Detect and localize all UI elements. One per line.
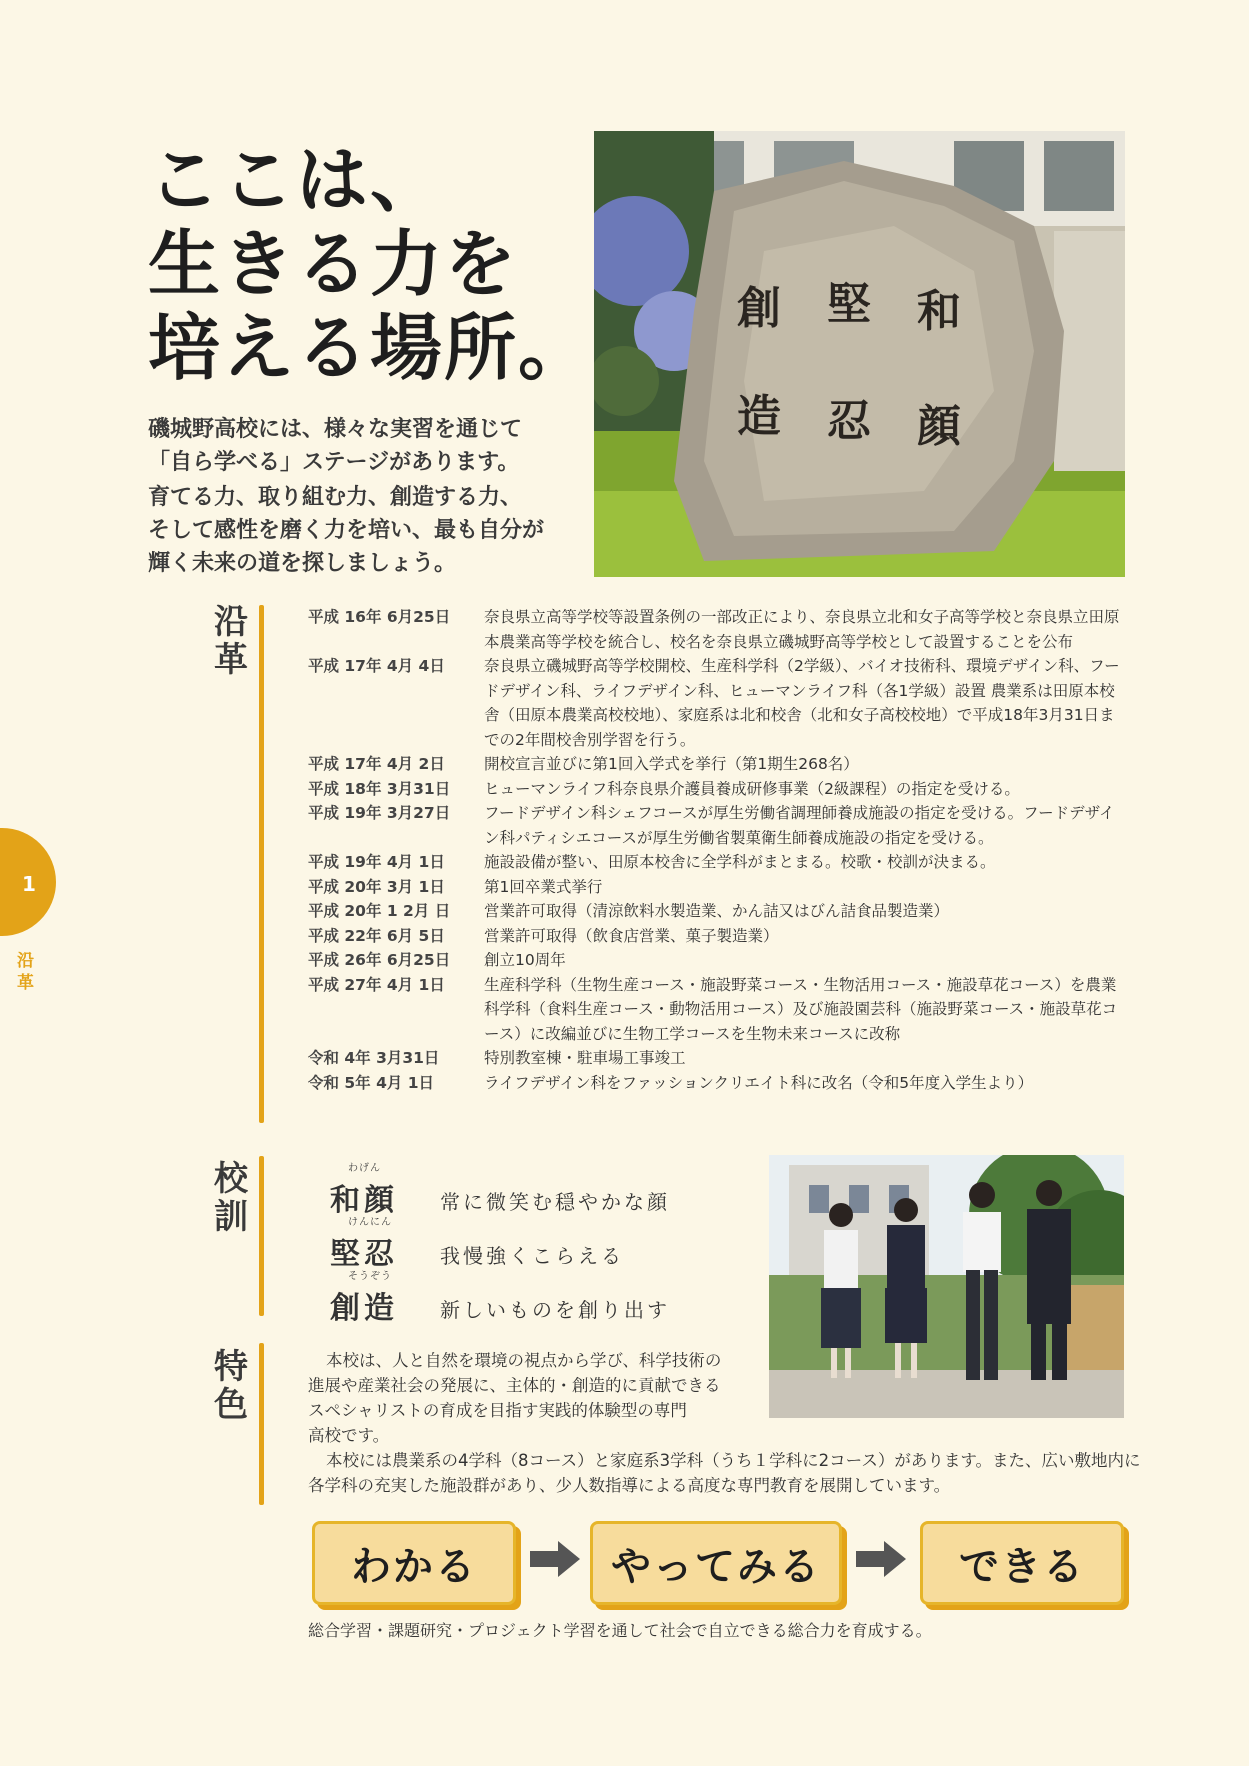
- motto-row: [330, 1165, 730, 1219]
- features-line: 本校には農業系の4学科（8コース）と家庭系3学科（うち１学科に2コース）があります。また、広い敷地内に: [326, 1451, 1141, 1470]
- history-date: 平成 17年 4月 4日: [308, 657, 445, 675]
- history-row: [308, 875, 1130, 900]
- history-text: フードデザイン科シェフコースが厚生労働省調理師養成施設の指定を受ける。フードデザイン科パティシエコースが厚生労働省製菓衛生師養成施設の指定を受ける。: [484, 804, 1115, 847]
- history-date: 平成 22年 6月 5日: [308, 926, 445, 945]
- features-line: 各学科の充実した施設群があり、少人数指導による高度な専門教育を展開しています。: [308, 1476, 951, 1495]
- stone-monument-photo: [594, 131, 1125, 577]
- history-text: 施設設備が整い、田原本校舎に全学科がまとまる。校歌・校訓が決まる。: [484, 853, 996, 871]
- page-number: 1: [22, 872, 36, 896]
- history-text: 奈良県立磯城野高等学校開校、生産科学科（2学級）、バイオ技術科、環境デザイン科、フードデザイン科、ライフデザイン科、ヒューマンライフ科（各1学級）設置 農業系は田原本校舎（田原本農業高校校地）、家庭系は北和校舎（北和女子高校校地）で平成18年3月31日までの2年間校舎別学習を行う。: [484, 657, 1120, 749]
- history-row: [308, 850, 1130, 875]
- history-text: ヒューマンライフ科奈良県介護員養成研修事業（2級課程）の指定を受ける。: [484, 779, 1020, 798]
- history-row: [308, 1071, 1130, 1096]
- history-date: 平成 19年 3月27日: [308, 804, 451, 822]
- history-date: 平成 17年 4月 2日: [308, 755, 445, 773]
- history-date: 令和 5年 4月 1日: [308, 1073, 435, 1092]
- history-row: [308, 973, 1130, 1047]
- history-text: 奈良県立高等学校等設置条例の一部改正により、奈良県立北和女子高等学校と奈良県立田原本農業高等学校を統合し、校名を奈良県立磯城野高等学校として設置することを公布: [484, 608, 1120, 651]
- features-text: [308, 1348, 1141, 1498]
- arrow-right-icon: [856, 1541, 906, 1577]
- motto-ruby: わげん: [348, 1163, 381, 1174]
- step-box-can-do: できる: [920, 1521, 1124, 1605]
- history-list: [308, 605, 1130, 1095]
- motto-list: [330, 1165, 730, 1327]
- history-row: [308, 801, 1130, 850]
- motto-row: [330, 1273, 730, 1327]
- section-heading-motto: 校訓: [214, 1159, 248, 1237]
- history-text: 特別教室棟・駐車場工事竣工: [484, 1049, 686, 1067]
- history-text: 開校宣言並びに第1回入学式を挙行（第1期生268名）: [484, 755, 859, 773]
- stone-char: 忍: [827, 396, 871, 447]
- history-date: 平成 19年 4月 1日: [308, 853, 445, 871]
- motto-term-text: 堅忍: [330, 1237, 398, 1272]
- motto-desc: 我慢強くこらえる: [440, 1244, 624, 1268]
- history-row: [308, 899, 1130, 924]
- headline-line: ここは、: [148, 138, 445, 222]
- history-row: [308, 1046, 1130, 1071]
- intro-line: 磯城野高校には、様々な実習を通じて: [148, 417, 523, 442]
- arrow-right-icon: [530, 1541, 580, 1577]
- step-box-try: やってみる: [590, 1521, 842, 1605]
- history-row: [308, 605, 1130, 654]
- history-text: 営業許可取得（清涼飲料水製造業、かん詰又はびん詰食品製造業）: [484, 902, 950, 920]
- motto-row: [330, 1219, 730, 1273]
- features-line: スペシャリストの育成を目指す実践的体験型の専門: [308, 1401, 687, 1420]
- motto-term-text: 和顔: [330, 1183, 398, 1218]
- motto-ruby: けんにん: [348, 1217, 392, 1228]
- history-row: [308, 777, 1130, 802]
- features-line: 進展や産業社会の発展に、主体的・創造的に貢献できる: [308, 1376, 721, 1395]
- history-date: 平成 16年 6月25日: [308, 608, 451, 626]
- intro-line: 育てる力、取り組む力、創造する力、: [148, 485, 523, 510]
- section-heading-history: 沿革: [214, 602, 248, 680]
- history-text: 第1回卒業式挙行: [484, 877, 603, 896]
- stone-char: 和: [917, 286, 961, 337]
- intro-line: 輝く未来の道を探しましょう。: [148, 551, 457, 576]
- history-row: [308, 752, 1130, 777]
- steps-caption: 総合学習・課題研究・プロジェクト学習を通して社会で自立できる総合力を育成する。: [308, 1621, 932, 1640]
- history-row: [308, 948, 1130, 973]
- history-date: 平成 20年 3月 1日: [308, 877, 445, 896]
- section-bar: [259, 605, 264, 1123]
- history-text: 生産科学科（生物生産コース・施設野菜コース・生物活用コース・施設草花コース）を農業科学科（食料生産コース・動物活用コース）及び施設園芸科（施設野菜コース・施設草花コース）に改編並びに生物工学コースを生物未来コースに改称: [484, 975, 1118, 1043]
- side-tab-label: 沿革: [17, 951, 34, 993]
- history-text: 創立10周年: [484, 951, 566, 969]
- motto-ruby: そうぞう: [348, 1271, 392, 1282]
- section-heading-features: 特色: [214, 1347, 248, 1425]
- section-bar: [259, 1156, 264, 1316]
- history-row: [308, 924, 1130, 949]
- motto-desc: 新しいものを創り出す: [440, 1298, 670, 1322]
- intro-line: 「自ら学べる」ステージがあります。: [148, 450, 520, 475]
- stone-char: 創: [737, 283, 781, 334]
- motto-term-text: 創造: [330, 1291, 398, 1326]
- section-bar: [259, 1343, 264, 1505]
- page-headline: [148, 138, 592, 390]
- step-box-understand: わかる: [312, 1521, 516, 1605]
- motto-term: [330, 1271, 440, 1327]
- history-date: 平成 20年 1 2月 日: [308, 902, 451, 920]
- features-line: 高校です。: [308, 1426, 390, 1445]
- headline-line: 生きる力を: [148, 222, 519, 306]
- headline-line: 培える場所。: [148, 306, 593, 390]
- intro-text: [148, 413, 588, 582]
- history-row: [308, 654, 1130, 752]
- history-text: ライフデザイン科をファッションクリエイト科に改名（令和5年度入学生より）: [484, 1073, 1034, 1092]
- history-date: 平成 18年 3月31日: [308, 779, 451, 798]
- stone-char: 造: [737, 391, 781, 442]
- features-line: 本校は、人と自然を環境の視点から学び、科学技術の: [326, 1351, 722, 1370]
- intro-line: そして感性を磨く力を培い、最も自分が: [148, 518, 545, 543]
- motto-desc: 常に微笑む穏やかな顔: [440, 1190, 670, 1214]
- history-date: 平成 27年 4月 1日: [308, 975, 445, 994]
- stone-char: 堅: [827, 279, 871, 330]
- history-date: 令和 4年 3月31日: [308, 1049, 440, 1067]
- history-date: 平成 26年 6月25日: [308, 951, 451, 969]
- stone-char: 顔: [917, 401, 961, 452]
- history-text: 営業許可取得（飲食店営業、菓子製造業）: [484, 926, 779, 945]
